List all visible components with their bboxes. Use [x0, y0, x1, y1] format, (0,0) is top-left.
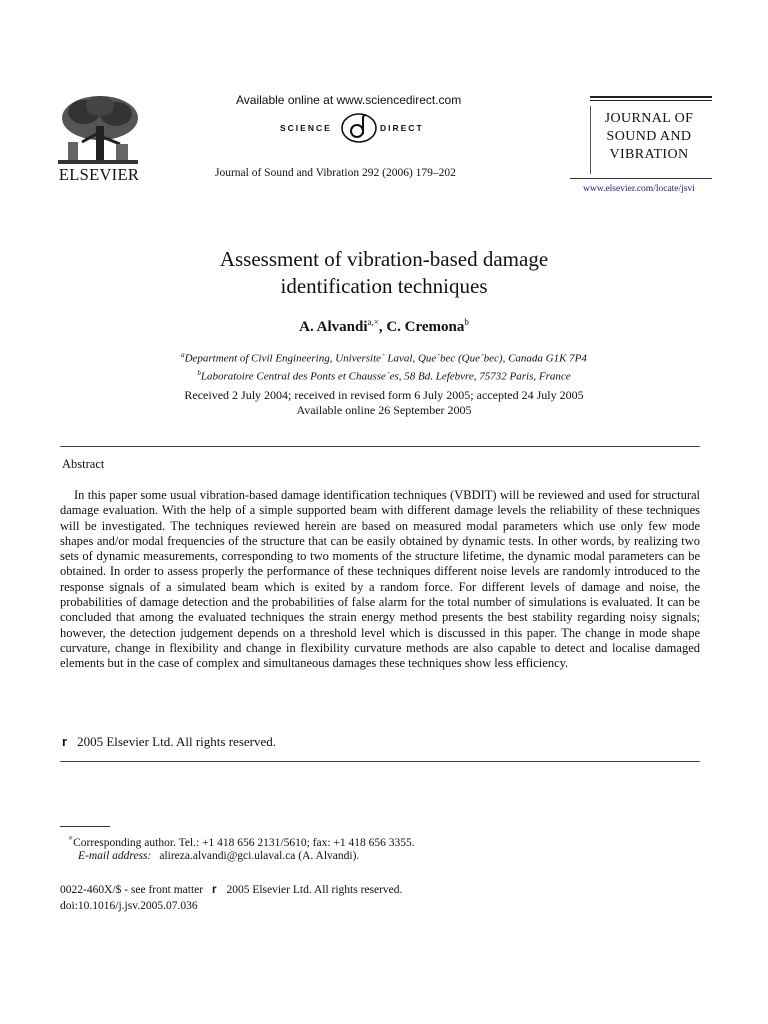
sciencedirect-d-icon: [340, 112, 378, 144]
divider: [60, 761, 700, 762]
journal-rule: [590, 100, 712, 101]
affiliations: [84, 348, 684, 383]
email-label: E-mail address:: [78, 850, 152, 862]
journal-rule: [590, 96, 712, 98]
journal-url-link[interactable]: www.elsevier.com/locate/jsvi: [583, 184, 695, 194]
abstract-copyright: [62, 734, 276, 750]
affil-marker: a: [181, 351, 185, 359]
sd-right-word: DIRECT: [380, 123, 424, 133]
article-history: [84, 388, 684, 418]
corresponding-author-text: Corresponding author. Tel.: +1 418 656 2131/5610; fax: +1 418 656 3355.: [73, 836, 415, 849]
issn-rights-doi: 2005 Elsevier Ltd. All rights reserved. doi:10.1016/j.jsv.2005.07.036: [60, 884, 403, 912]
affil-text: Department of Civil Engineering, Universite´ Laval, Que´bec (Que´bec), Canada G1K 7P4: [184, 352, 587, 365]
available-online-text: Available online at www.sciencedirect.com: [236, 93, 462, 107]
copyright-glyph: r: [62, 734, 68, 749]
sciencedirect-logo: [268, 112, 468, 144]
abstract-body: In this paper some usual vibration-based damage identification techniques (VBDIT) will be reviewed and used for structural damage evaluation. With the help of a simple supported beam with different damage levels the reliability of these techniques will be investigated. The techniques reviewed herein are based on measured modal parameters which use only few mode shapes and/or modal frequencies of the structure that can be easily obtained by dynamic tests. In other words, by realizing two sets of dynamic measurements, corresponding to two moments of the structure lifetime, the dynamic modal parameters can be obtained. In order to assess properly the performance of these techniques different noise levels are randomly introduced to the response signals of a simulated beam which is exited by a random force. For different levels of damage and noise, the probabilities of damage detection and the probabilities of false alarm for the total number of simulations is evaluated. It can be concluded that among the evaluated techniques the strain energy method presents the best stability regarding noisy signals; however, the detection judgement depends on a threshold level which is discussed in this paper. The change in mode shape curvature, change in flexibility and change in flexibility curvature methods are also capable to detect and localise damaged elements but in the case of complex and simultaneous damages these techniques show less efficiency.: [60, 488, 700, 671]
journal-rule: [570, 178, 712, 179]
issn-doi-line: [60, 882, 440, 914]
email-address-link[interactable]: alireza.alvandi@gci.ulaval.ca (A. Alvandi).: [159, 850, 360, 862]
affil-text: Laboratoire Central des Ponts et Chausse´es, 58 Bd. Lefebvre, 75732 Paris, France: [200, 370, 571, 383]
footnote-rule: [60, 826, 110, 827]
divider: [60, 446, 700, 447]
journal-title: [590, 110, 708, 164]
publisher-name: ELSEVIER: [58, 165, 140, 184]
author-list: [84, 317, 684, 336]
journal-citation: Journal of Sound and Vibration 292 (2006) 179–202: [215, 167, 456, 179]
author-affil-marker[interactable]: b: [464, 317, 469, 327]
affiliation-a: [84, 348, 684, 366]
article-title: [84, 246, 684, 300]
affil-marker: b: [197, 368, 201, 377]
journal-title-line: SOUND AND: [606, 129, 692, 144]
copyright-text: 2005 Elsevier Ltd. All rights reserved.: [77, 734, 276, 749]
journal-title-line: JOURNAL OF: [604, 111, 694, 126]
author-affil-marker[interactable]: a,×: [367, 317, 379, 327]
copyright-glyph: r: [211, 884, 217, 896]
footnote-marker: ×: [68, 833, 74, 843]
author-separator: ,: [378, 319, 387, 335]
sd-left-word: SCIENCE: [280, 123, 332, 133]
author-name: C. Cremona: [386, 319, 465, 335]
journal-title-line: VIBRATION: [609, 147, 689, 162]
title-line: identification techniques: [280, 274, 488, 298]
author-name: A. Alvandi: [299, 319, 368, 335]
issn-text: 0022-460X/$ - see front matter: [60, 884, 204, 896]
affiliation-b: [84, 366, 684, 384]
available-online-date: Available online 26 September 2005: [296, 403, 472, 417]
email-note: [78, 850, 359, 862]
corresponding-author-note: [68, 833, 415, 849]
received-dates: Received 2 July 2004; received in revised form 6 July 2005; accepted 24 July 2005: [184, 388, 584, 402]
elsevier-tree-logo-icon: [54, 92, 142, 170]
abstract-heading: Abstract: [62, 457, 105, 471]
title-line: Assessment of vibration-based damage: [219, 247, 549, 271]
